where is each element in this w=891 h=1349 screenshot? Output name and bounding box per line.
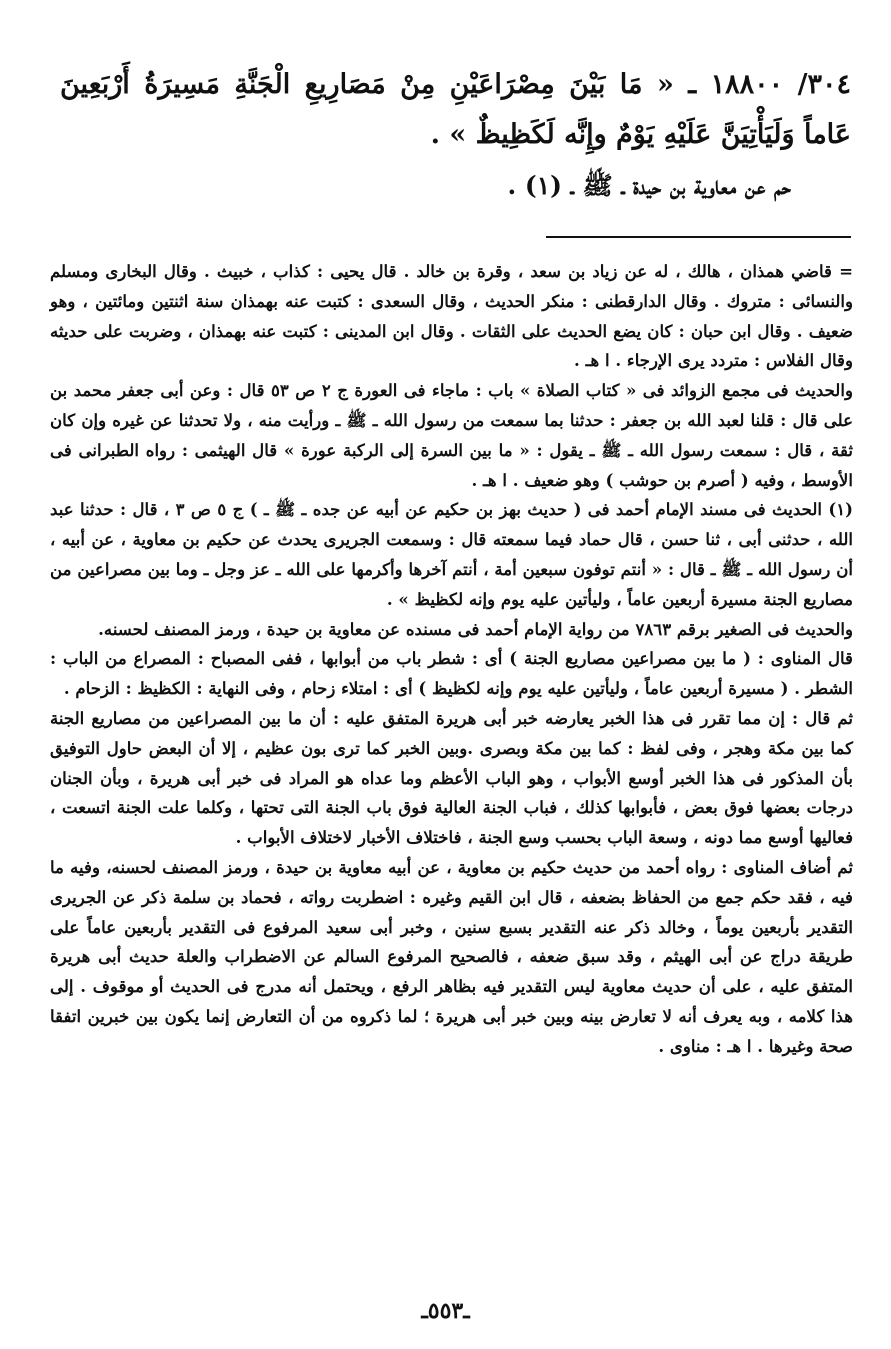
- note-paragraph-6: ثم قال : إن مما تقرر فى هذا الخبر يعارضه خبر أبى هريرة المتفق عليه : أن ما بين المصراعين من مصاريع الجنة كما بين مكة وهجر ، وفى لفظ : كما بين مكة وبصرى .وبين الخبر كما ترى بون عظيم ، إلا أن البعض حاول التوفيق بأن المذكور فى هذا الخبر أوسع الأبواب ، وهو الباب الأعظم وما عداه هو المراد فى خبر أبى هريرة ، وبأن الجنان درجات بعضها فوق بعض ، فأبوابها كذلك ، فباب الجنة العالية فوق باب الجنة التى تحتها ، وكلما علت الجنة اتسعت ، فعاليها أوسع مما دونه ، وسعة الباب بحسب وسع الجنة ، فاختلاف الأخبار لاختلاف الأبواب .: [50, 707, 853, 848]
- footnote-divider: [546, 236, 851, 238]
- note-paragraph-2: والحديث فى مجمع الزوائد فى « كتاب الصلاة » باب : ماجاء فى العورة ج ٢ ص ٥٣ قال : وعن أبى جعفر محمد بن على قال : قلنا لعبد الله بن جعفر : حدثنا بما سمعت من رسول الله ـ ﷺ ـ ورأيت منه ، ولا تحدثنا عن غيره وإن كان ثقة ، قال : سمعت رسول الله ـ ﷺ ـ يقول : « ما بين السرة إلى الركبة عورة » قال الهيثمى : رواه الطبرانى فى الأوسط ، وفيه ( أصرم بن حوشب ) وهو ضعيف . ا هـ .: [50, 380, 853, 490]
- note-paragraph-7: ثم أضاف المناوى : رواه أحمد من حديث حكيم بن معاوية ، عن أبيه معاوية بن حيدة ، ورمز المصنف لحسنه، وفيه ما فيه ، فقد حكم جمع من الحفاظ بضعفه ، قال ابن القيم وغيره : اضطربت رواته ، فحماد بن سلمة ذكر عن الجريرى التقدير بأربعين يوماً ، وخالد ذكر عنه التقدير بسبع سنين ، وخبر أبى سعيد المرفوع فى التقدير بأربعين عاماً على طريقة دراج عن أبى الهيثم ، وقد سبق ضعفه ، فالصحيح المرفوع السالم عن الاضطراب والعلة حديث أبى هريرة المتفق عليه ، على أن حديث معاوية ليس التقدير فيه بظاهر الرفع ، ويحتمل أنه مدرج فى الحديث أو موقوف . إلى هذا كلامه ، وبه يعرف أنه لا تعارض بينه وبين خبر أبى هريرة ؛ لما ذكروه من أن التعارض إنما يكون بين خبرين اتفقا صحة وغيرها . ا هـ : مناوى .: [50, 856, 853, 1056]
- note-paragraph-5: قال المناوى : ( ما بين مصراعين مصاريع الجنة ) أى : شطر باب من أبوابها ، ففى المصباح : المصراع من الباب : الشطر . ( مسيرة أربعين عاماً ، وليأتين عليه يوم وإنه لكظيظ ) أى : امتلاء زحام ، وفى النهاية : الكظيظ : الزحام .: [50, 648, 853, 699]
- footnotes: [50, 257, 853, 1062]
- note-paragraph-4: والحديث فى الصغير برقم ٧٨٦٣ من رواية الإمام أحمد فى مسنده عن معاوية بن حيدة ، ورمز المصنف لحسنه.: [98, 618, 853, 639]
- page-number: ـ٥٥٣ـ: [421, 1298, 470, 1324]
- note-paragraph-3: (١) الحديث فى مسند الإمام أحمد فى ( حديث بهز بن حكيم عن أبيه عن جده ـ ﷺ ـ ) ج ٥ ص ٣ ، قال : حدثنا عبد الله ، حدثنى أبى ، ثنا حسن ، قال حماد فيما سمعته قال : وسمعت الجريرى يحدث عن حكيم بن معاوية ، عن أبيه ، أن رسول الله ـ ﷺ ـ قال : « أنتم توفون سبعين أمة ، أنتم آخرها وأكرمها على الله ـ عز وجل ـ وما بين مصراعين من مصاريع الجنة مسيرة أربعين عاماً ، وليأتين عليه يوم وإنه لكظيظ » .: [50, 499, 853, 609]
- hadith-source: حم عن معاوية بن حيدة ـ ﷺ ـ (١) .: [507, 171, 791, 200]
- hadith-block: [60, 60, 851, 208]
- note-paragraph-1: = قاضي همذان ، هالك ، له عن زياد بن سعد ، وقرة بن خالد . قال يحيى : كذاب ، خبيث . وقال البخارى ومسلم والنسائى : متروك . وقال الدارقطنى : منكر الحديث ، وقال السعدى : كتبت عنه بهمذان سنة اثنتين ومائتين ، وهو ضعيف . وقال ابن حبان : كان يضع الحديث على الثقات . وقال ابن المدينى : كتبت عنه بهمذان ، وضربت على حديثه وقال الفلاس : متردد يرى الإرجاء . ا هـ .: [50, 261, 853, 371]
- hadith-text: ٣٠٤/ ١٨٨٠٠ ـ « مَا بَيْنَ مِصْرَاعَيْنِ مِنْ مَصَارِيعِ الْجَنَّةِ مَسِيرَةُ أَرْبَعِينَ عَاماً وَلَيَأْتِيَنَّ عَلَيْهِ يَوْمٌ وإِنَّه لَكَظِيظٌ » .: [60, 69, 852, 150]
